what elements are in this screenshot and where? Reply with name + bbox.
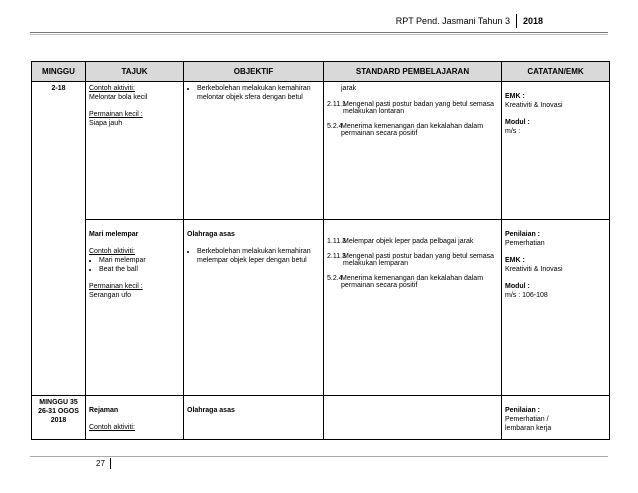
page-header bbox=[396, 14, 543, 28]
minggu-value: 2-18 bbox=[51, 85, 66, 92]
header-rule bbox=[30, 32, 608, 33]
aktiviti-item: • Beat the ball bbox=[99, 265, 180, 274]
standard-number: 2.11.3 bbox=[327, 253, 346, 260]
standard-number: 5.2.4 bbox=[327, 275, 343, 282]
standard-number: 1.11.3 bbox=[327, 238, 346, 245]
aktiviti-label: Contoh aktiviti: bbox=[89, 85, 135, 92]
col-header-minggu: MINGGU bbox=[32, 62, 86, 82]
standard-text: Menerima kemenangan dan kekalahan dalam permainan secara positif bbox=[341, 275, 484, 289]
permainan-label: Permainan kecil : bbox=[89, 283, 143, 290]
tajuk-title: Rejaman bbox=[89, 407, 119, 414]
objektif-title: Olahraga asas bbox=[187, 231, 235, 238]
minggu-cell bbox=[32, 396, 86, 440]
modul-label: Modul : bbox=[505, 119, 530, 126]
table-row bbox=[32, 396, 610, 440]
permainan-value: Siapa jauh bbox=[89, 120, 123, 127]
aktiviti-label: Contoh aktiviti: bbox=[89, 424, 135, 431]
table-row bbox=[32, 220, 610, 396]
emk-value: Kreativiti & Inovasi bbox=[505, 102, 563, 109]
standard-cell bbox=[324, 220, 502, 396]
page-footer bbox=[96, 458, 111, 469]
standard-number: 5.2.4 bbox=[327, 123, 343, 130]
lesson-plan-table bbox=[31, 61, 610, 440]
objektif-title: Olahraga asas bbox=[187, 407, 235, 414]
objektif-cell bbox=[184, 396, 324, 440]
page-number-bar bbox=[110, 458, 111, 469]
minggu-line: 26-31 OGOS bbox=[38, 408, 79, 415]
standard-item bbox=[327, 238, 498, 245]
minggu-line: MINGGU 35 bbox=[39, 399, 78, 406]
objektif-item: • Berkebolehan melakukan kemahiran melempar objek leper dengan betul bbox=[197, 247, 320, 265]
table-header-row bbox=[32, 62, 610, 82]
col-header-objektif: OBJEKTIF bbox=[184, 62, 324, 82]
standard-number: 2.11.1 bbox=[327, 101, 346, 108]
penilaian-value: Pemerhatian bbox=[505, 240, 545, 247]
table-row bbox=[32, 82, 610, 220]
penilaian-label: Penilaian : bbox=[505, 407, 541, 414]
objektif-item: • Berkebolehan melakukan kemahiran melontar objek sfera dengan betul bbox=[197, 84, 320, 102]
modul-value: m/s : bbox=[505, 128, 521, 135]
standard-item bbox=[327, 275, 498, 289]
permainan-label: Permainan kecil : bbox=[89, 111, 143, 118]
col-header-standard: STANDARD PEMBELAJARAN bbox=[324, 62, 502, 82]
catatan-cell bbox=[502, 396, 610, 440]
modul-label: Modul : bbox=[505, 283, 530, 290]
minggu-line: 2018 bbox=[50, 417, 67, 424]
penilaian-line: Pemerhatian / bbox=[505, 416, 549, 423]
header-rule-secondary bbox=[30, 34, 608, 35]
footer-rule bbox=[30, 456, 608, 457]
tajuk-cell bbox=[86, 396, 184, 440]
tajuk-title: Mari melempar bbox=[89, 231, 139, 238]
emk-value: Kreativiti & Inovasi bbox=[505, 266, 563, 273]
standard-continuation: jarak bbox=[341, 85, 357, 92]
minggu-cell bbox=[32, 82, 86, 396]
standard-item bbox=[327, 253, 498, 267]
objektif-cell bbox=[184, 220, 324, 396]
objektif-list bbox=[187, 247, 320, 265]
standard-cell bbox=[324, 396, 502, 440]
header-year: 2018 bbox=[522, 16, 543, 26]
aktiviti-value: Melontar bola kecil bbox=[89, 94, 148, 101]
standard-item bbox=[327, 123, 498, 137]
aktiviti-item: • Mari melempar bbox=[99, 256, 180, 265]
objektif-cell bbox=[184, 82, 324, 220]
objektif-list bbox=[187, 84, 320, 102]
standard-text: Melempar objek leper pada pelbagai jarak bbox=[343, 238, 474, 245]
aktiviti-label: Contoh aktiviti: bbox=[89, 248, 135, 255]
standard-text: Mengenal pasti postur badan yang betul semasa melakukan lemparan bbox=[343, 253, 494, 267]
modul-value: m/s : 106-108 bbox=[505, 292, 548, 299]
standard-text: Menerima kemenangan dan kekalahan dalam permainan secara positif bbox=[341, 123, 484, 137]
penilaian-line: lembaran kerja bbox=[505, 425, 552, 432]
standard-cell bbox=[324, 82, 502, 220]
emk-label: EMK : bbox=[505, 257, 525, 264]
header-separator bbox=[516, 14, 517, 28]
page-number: 27 bbox=[96, 459, 105, 468]
tajuk-cell bbox=[86, 82, 184, 220]
header-title: RPT Pend. Jasmani Tahun 3 bbox=[395, 16, 510, 26]
tajuk-cell bbox=[86, 220, 184, 396]
col-header-tajuk: TAJUK bbox=[86, 62, 184, 82]
standard-item bbox=[327, 101, 498, 115]
permainan-value: Serangan ufo bbox=[89, 292, 132, 299]
col-header-catatan: CATATAN/EMK bbox=[502, 62, 610, 82]
catatan-cell bbox=[502, 220, 610, 396]
emk-label: EMK : bbox=[505, 93, 525, 100]
penilaian-label: Penilaian : bbox=[505, 231, 541, 238]
aktiviti-list bbox=[89, 256, 180, 274]
catatan-cell bbox=[502, 82, 610, 220]
standard-text: Mengenal pasti postur badan yang betul semasa melakukan lontaran bbox=[343, 101, 494, 115]
